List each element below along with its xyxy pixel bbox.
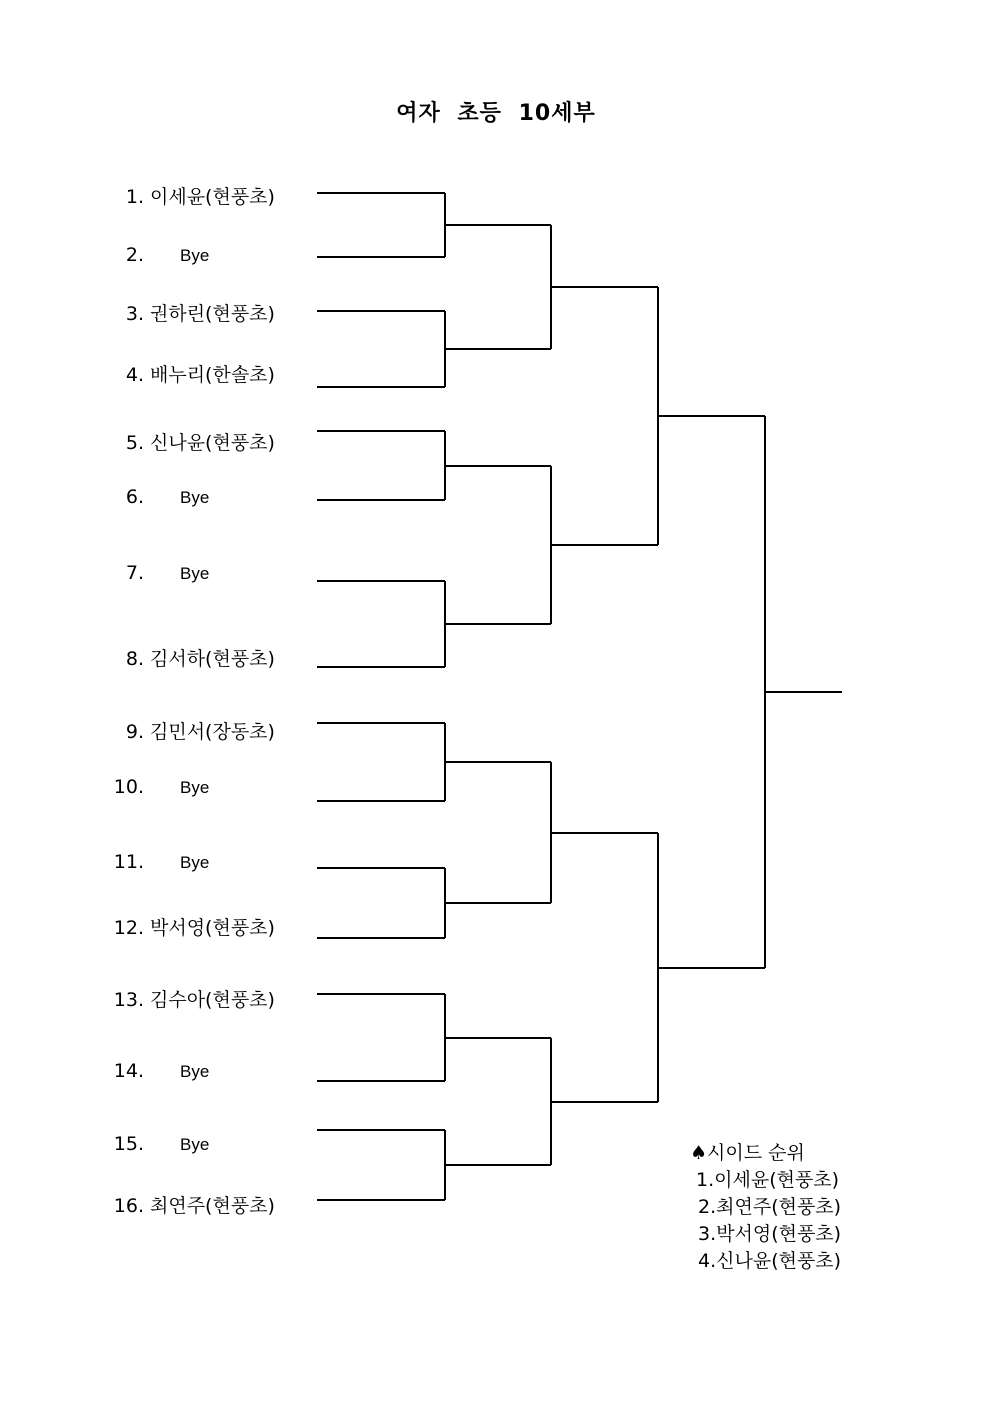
entry-number: 8. <box>125 648 144 670</box>
entry-bye: Bye <box>180 564 210 583</box>
seed-item: 3.박서영(현풍초) <box>698 1223 842 1245</box>
bracket-entry <box>100 185 310 209</box>
bracket-entry <box>100 1132 310 1156</box>
entry-bye: Bye <box>180 853 210 872</box>
entry-bye: Bye <box>180 246 210 265</box>
entry-number: 15. <box>113 1133 144 1155</box>
entry-bye: Bye <box>180 488 210 507</box>
bracket-entry <box>100 916 310 940</box>
page-title: 여자 초등 10세부 <box>396 101 596 126</box>
entry-number: 16. <box>113 1195 144 1217</box>
entry-bye: Bye <box>180 778 210 797</box>
entry-bye: Bye <box>180 1135 210 1154</box>
entry-player-name: 김수아(현풍초) <box>150 989 275 1011</box>
bracket-entry <box>100 561 310 585</box>
seed-item: 2.최연주(현풍초) <box>698 1196 842 1218</box>
seed-ranking <box>690 1140 841 1275</box>
entry-player-name: 배누리(한솔초) <box>150 364 275 386</box>
entry-number: 3. <box>125 303 144 325</box>
seed-ranking-heading: ♠시이드 순위 <box>690 1142 805 1164</box>
entry-player-name: 김서하(현풍초) <box>150 648 275 670</box>
bracket-entry <box>100 363 310 387</box>
entry-number: 6. <box>125 486 144 508</box>
entry-player-name: 신나윤(현풍초) <box>150 432 275 454</box>
entry-number: 5. <box>125 432 144 454</box>
entry-player-name: 이세윤(현풍초) <box>150 186 275 208</box>
seed-item: 1.이세윤(현풍초) <box>696 1169 840 1191</box>
entry-number: 7. <box>125 562 144 584</box>
entry-number: 9. <box>125 721 144 743</box>
entry-number: 4. <box>125 364 144 386</box>
bracket-entry <box>100 302 310 326</box>
bracket-entry <box>100 243 310 267</box>
entry-player-name: 최연주(현풍초) <box>150 1195 275 1217</box>
entry-number: 11. <box>113 851 144 873</box>
entry-player-name: 권하린(현풍초) <box>150 303 275 325</box>
entry-player-name: 박서영(현풍초) <box>150 917 275 939</box>
entry-number: 2. <box>125 244 144 266</box>
seed-item: 4.신나윤(현풍초) <box>698 1250 842 1272</box>
entry-bye: Bye <box>180 1062 210 1081</box>
bracket-entry <box>100 775 310 799</box>
bracket-entry <box>100 431 310 455</box>
entry-number: 10. <box>113 776 144 798</box>
entry-number: 14. <box>113 1060 144 1082</box>
bracket-entry <box>100 850 310 874</box>
entry-number: 13. <box>113 989 144 1011</box>
bracket-entry <box>100 647 310 671</box>
entry-number: 1. <box>125 186 144 208</box>
bracket-entry <box>100 1194 310 1218</box>
bracket-entry <box>100 720 310 744</box>
bracket-entry <box>100 1059 310 1083</box>
bracket-entry <box>100 485 310 509</box>
entry-number: 12. <box>113 917 144 939</box>
entry-player-name: 김민서(장동초) <box>150 721 275 743</box>
bracket-entry <box>100 988 310 1012</box>
